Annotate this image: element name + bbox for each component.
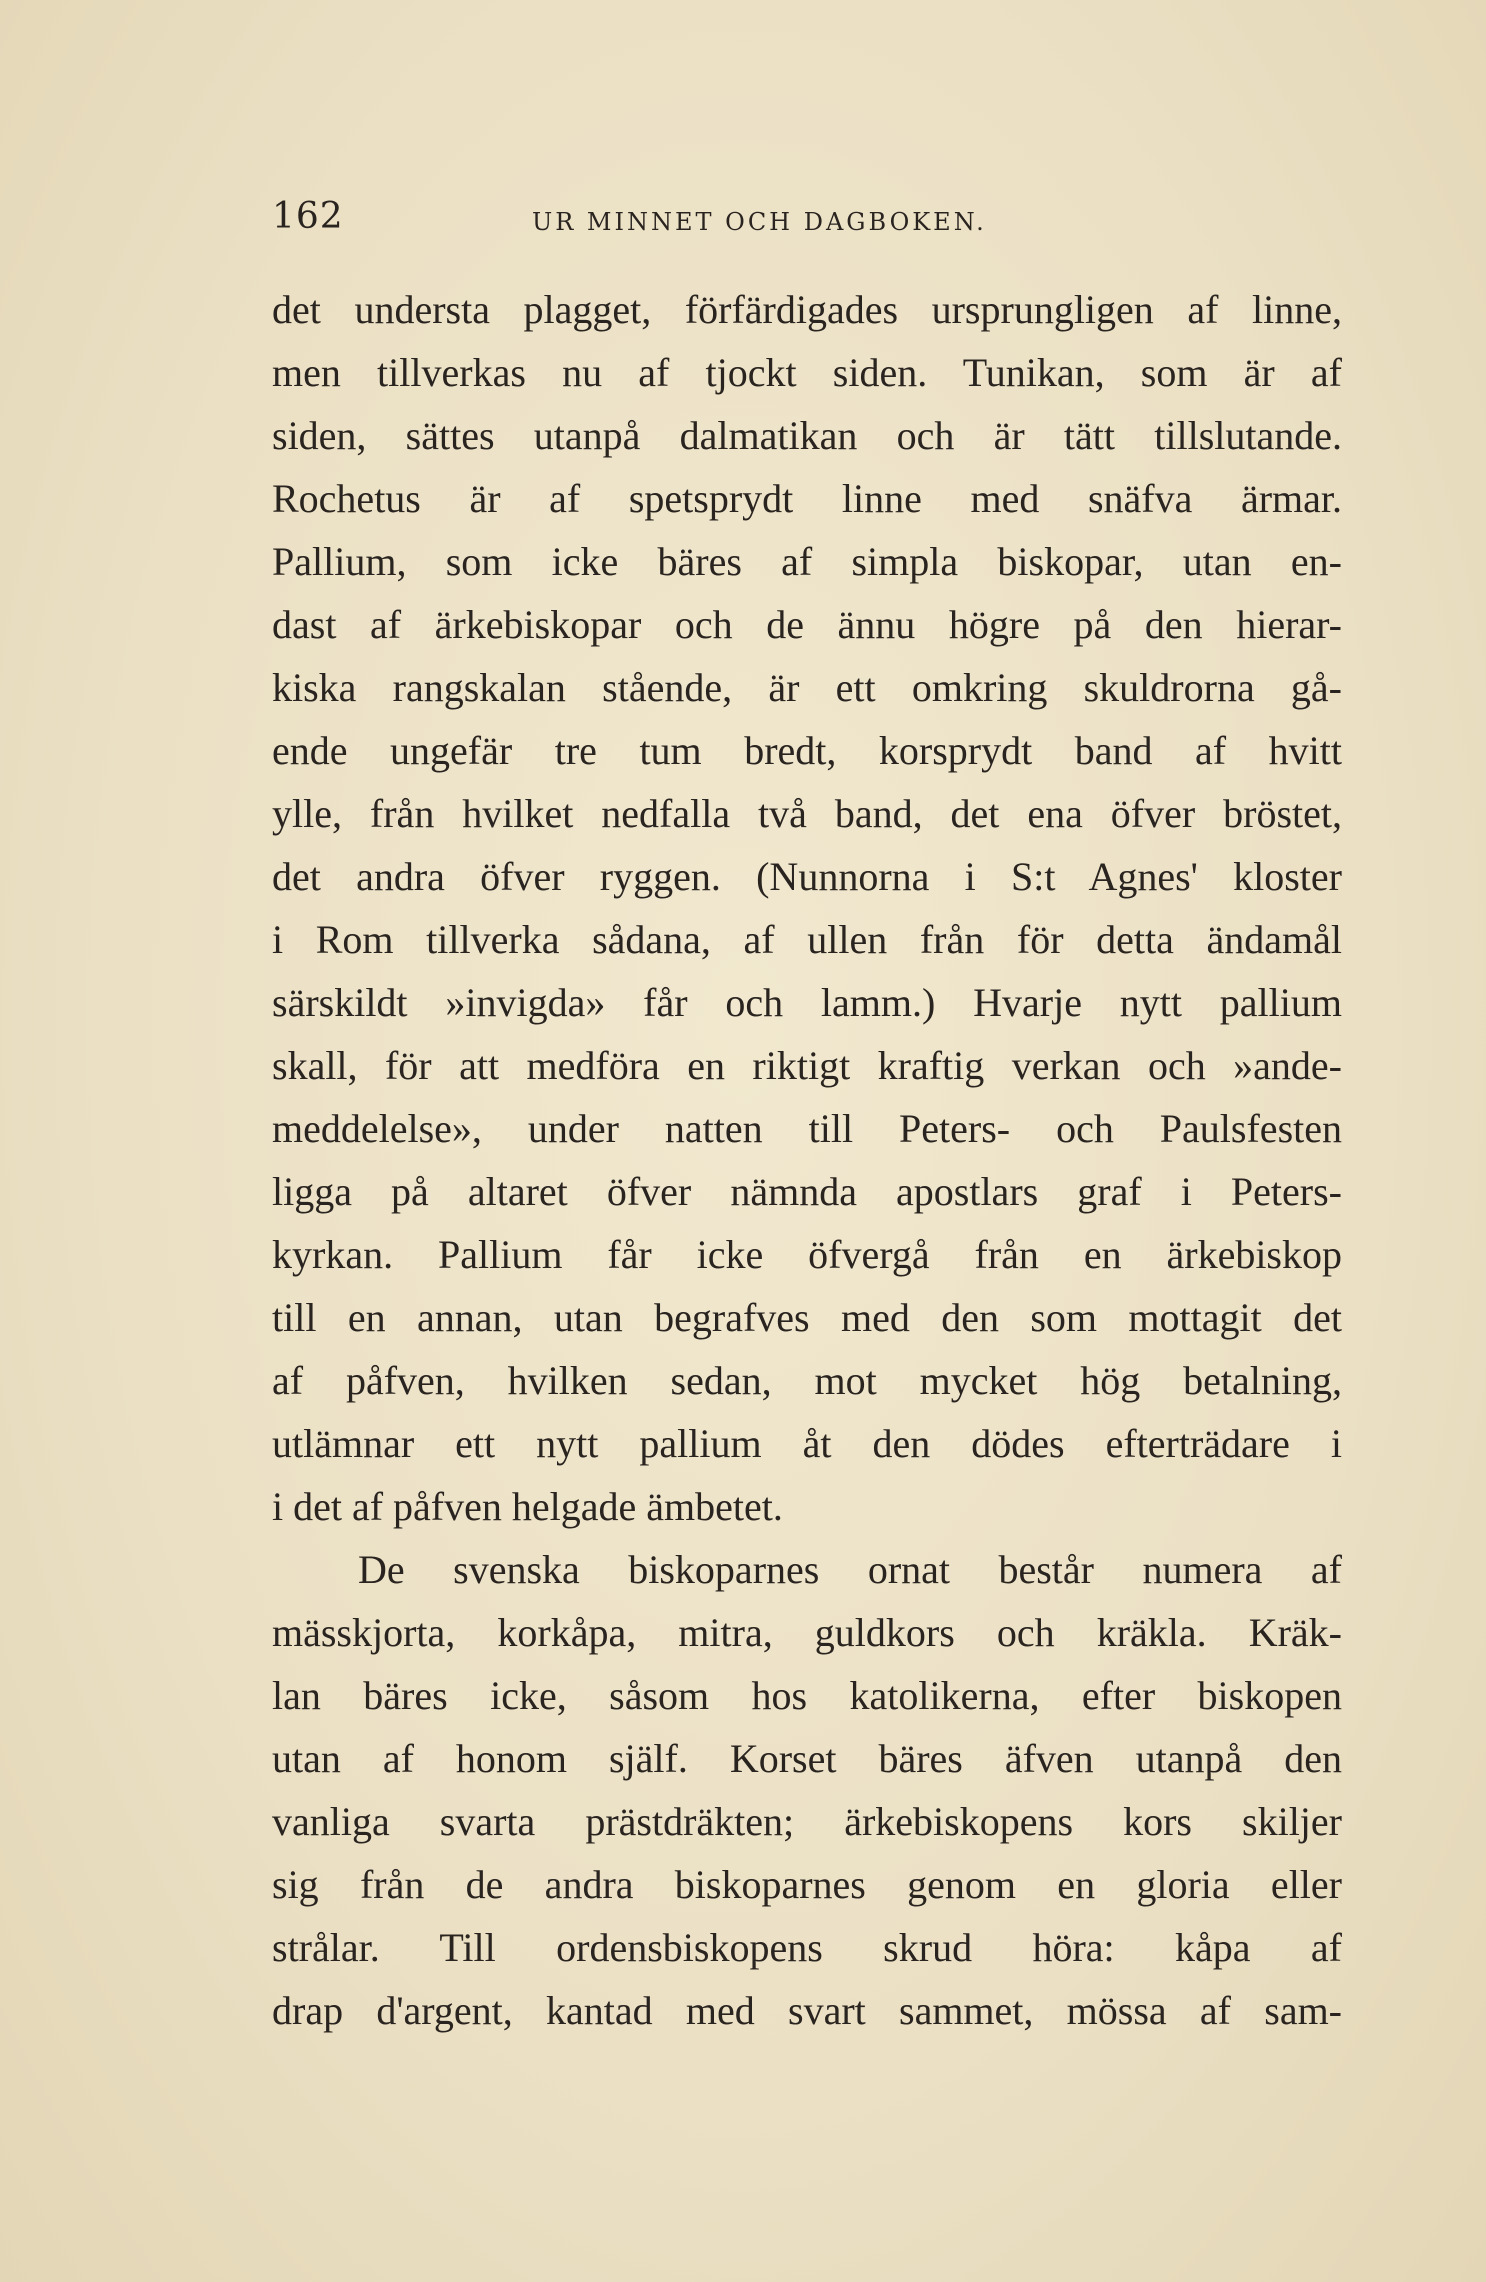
text-line: ligga på altaret öfver nämnda apostlars graf i Peters- xyxy=(272,1169,1342,1214)
text-line: siden, sättes utanpå dalmatikan och är tätt tillslutande. xyxy=(272,413,1342,458)
body-text xyxy=(272,278,1342,2042)
text-line: vanliga svarta prästdräkten; ärkebiskopens kors skiljer xyxy=(272,1799,1342,1844)
text-line: utan af honom själf. Korset bäres äfven utanpå den xyxy=(272,1736,1342,1781)
paragraph-1 xyxy=(272,278,1342,1538)
text-line: ende ungefär tre tum bredt, korsprydt band af hvitt xyxy=(272,728,1342,773)
text-line: mässkjorta, korkåpa, mitra, guldkors och kräkla. Kräk- xyxy=(272,1610,1342,1655)
text-line: kiska rangskalan stående, är ett omkring skuldrorna gå- xyxy=(272,665,1342,710)
text-line: i Rom tillverka sådana, af ullen från för detta ändamål xyxy=(272,917,1342,962)
text-line: i det af påfven helgade ämbetet. xyxy=(272,1484,783,1529)
text-line: Rochetus är af spetsprydt linne med snäfva ärmar. xyxy=(272,476,1342,521)
text-line: Pallium, som icke bäres af simpla biskopar, utan en- xyxy=(272,539,1342,584)
text-line: utlämnar ett nytt pallium åt den dödes efterträdare i xyxy=(272,1421,1342,1466)
text-line: dast af ärkebiskopar och de ännu högre på den hierar- xyxy=(272,602,1342,647)
text-line: till en annan, utan begrafves med den som mottagit det xyxy=(272,1295,1342,1340)
text-line: kyrkan. Pallium får icke öfvergå från en ärkebiskop xyxy=(272,1232,1342,1277)
text-line: strålar. Till ordensbiskopens skrud höra: kåpa af xyxy=(272,1925,1342,1970)
page-header xyxy=(272,196,1072,256)
text-line: af påfven, hvilken sedan, mot mycket hög betalning, xyxy=(272,1358,1342,1403)
text-line: det andra öfver ryggen. (Nunnorna i S:t Agnes' kloster xyxy=(272,854,1342,899)
page-number: 162 xyxy=(272,196,344,237)
text-line: men tillverkas nu af tjockt siden. Tunikan, som är af xyxy=(272,350,1342,395)
text-line: sig från de andra biskoparnes genom en gloria eller xyxy=(272,1862,1342,1907)
text-line: särskildt »invigda» får och lamm.) Hvarje nytt pallium xyxy=(272,980,1342,1025)
text-line: det understa plagget, förfärdigades ursprungligen af linne, xyxy=(272,287,1342,332)
text-line: De svenska biskoparnes ornat består numera af xyxy=(358,1547,1342,1592)
running-head: UR MINNET OCH DAGBOKEN. xyxy=(532,208,987,236)
text-line: skall, för att medföra en riktigt kraftig verkan och »ande- xyxy=(272,1043,1342,1088)
text-line: ylle, från hvilket nedfalla två band, det ena öfver bröstet, xyxy=(272,791,1342,836)
paragraph-2 xyxy=(272,1538,1342,2042)
text-line: lan bäres icke, såsom hos katolikerna, efter biskopen xyxy=(272,1673,1342,1718)
text-line: meddelelse», under natten till Peters- och Paulsfesten xyxy=(272,1106,1342,1151)
text-line: drap d'argent, kantad med svart sammet, mössa af sam- xyxy=(272,1988,1342,2033)
